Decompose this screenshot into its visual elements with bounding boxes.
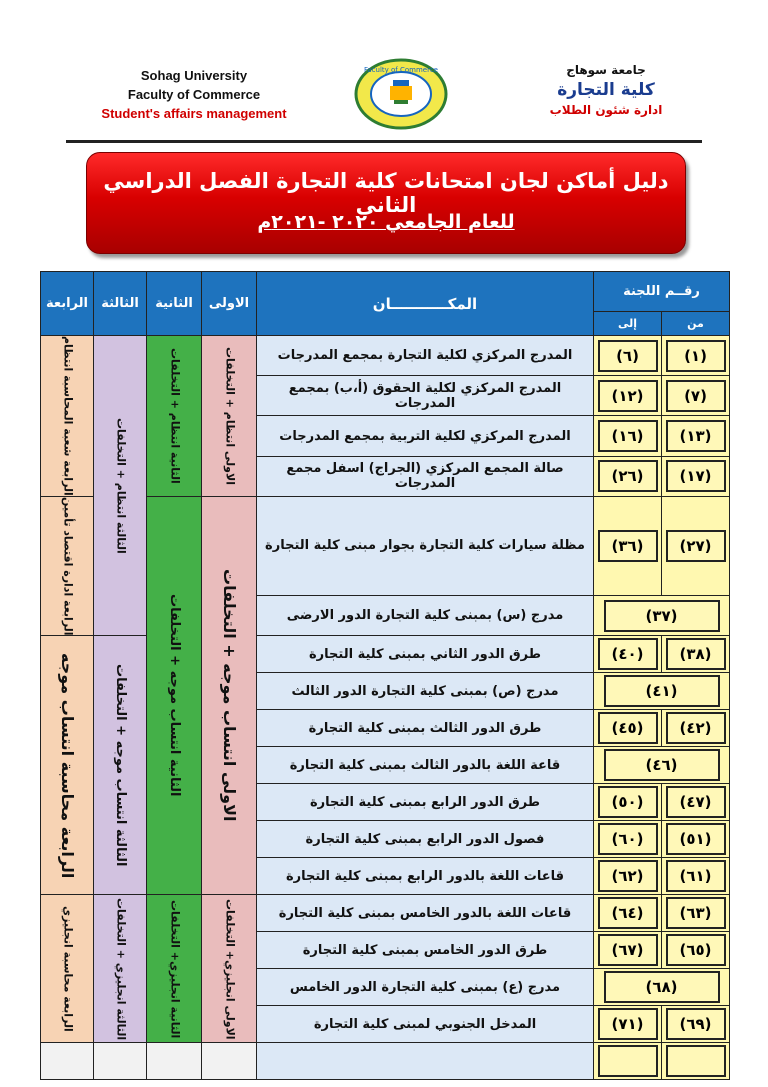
place-cell: المدرج المركزي لكلية الحقوق (أ،ب) بمجمع المدرجات bbox=[257, 376, 594, 416]
university-line: Sohag University bbox=[140, 68, 248, 83]
fourth-year-block-2: الرابعة ادارة اقتصاد تأمين bbox=[41, 496, 94, 636]
header-to: إلى bbox=[594, 312, 662, 336]
first-year-block-2: الاولى انتساب موجه + التخلفات bbox=[202, 496, 257, 895]
to-cell: (٦٢) bbox=[594, 858, 662, 895]
second-year-block-3: الثانية انجليزي+ التخلفات bbox=[147, 895, 202, 1043]
to-cell: (٤٠) bbox=[594, 636, 662, 673]
first-year-block-1: الاولى انتظام + التخلفات bbox=[202, 336, 257, 497]
from-cell: (٥١) bbox=[662, 821, 730, 858]
arabic-department-line: ادارة شئون الطلاب bbox=[549, 103, 663, 117]
place-cell: مدرج (س) بمبنى كلية التجارة الدور الارضى bbox=[257, 595, 594, 636]
place-cell bbox=[257, 1043, 594, 1080]
header-from: من bbox=[662, 312, 730, 336]
place-cell: قاعة اللغة بالدور الثالث بمبنى كلية التجارة bbox=[257, 747, 594, 784]
banner-title: دليل أماكن لجان امتحانات كلية التجارة الفصل الدراسي الثانى bbox=[103, 169, 669, 217]
to-cell: (٦٠) bbox=[594, 821, 662, 858]
from-cell: (٦١) bbox=[662, 858, 730, 895]
faculty-logo bbox=[354, 58, 448, 130]
from-cell: (٢٧) bbox=[662, 496, 730, 595]
place-cell: صالة المجمع المركزي (الجراج) اسفل مجمع المدرجات bbox=[257, 456, 594, 496]
place-cell: فصول الدور الرابع بمبنى كلية التجارة bbox=[257, 821, 594, 858]
empty-cell bbox=[202, 1043, 257, 1080]
third-year-block-2: الثالثة انتساب موجه + التخلفات bbox=[94, 636, 147, 895]
from-cell: (٤٢) bbox=[662, 710, 730, 747]
logo-text: Faculty of Commerce bbox=[364, 66, 438, 74]
header-committee-number: رقــم اللجنة bbox=[594, 272, 730, 312]
to-cell: (٣٦) bbox=[594, 496, 662, 595]
empty-cell bbox=[41, 1043, 94, 1080]
place-cell: طرق الدور الخامس بمبنى كلية التجارة bbox=[257, 932, 594, 969]
to-cell: (٦٧) bbox=[594, 932, 662, 969]
second-year-block-1: الثانية انتظام + التخلفات bbox=[147, 336, 202, 497]
arabic-university-line: جامعة سوهاج bbox=[566, 63, 646, 77]
place-cell: طرق الدور الثاني بمبنى كلية التجارة bbox=[257, 636, 594, 673]
to-cell: (١٢) bbox=[594, 376, 662, 416]
from-cell: (١٧) bbox=[662, 456, 730, 496]
empty-cell bbox=[94, 1043, 147, 1080]
place-cell: مظلة سيارات كلية التجارة بجوار مبنى كلية التجارة bbox=[257, 496, 594, 595]
single-committee-cell: (٤١) bbox=[594, 673, 730, 710]
single-committee-cell: (٤٦) bbox=[594, 747, 730, 784]
department-line: Student's affairs management bbox=[101, 106, 287, 121]
to-cell bbox=[594, 1043, 662, 1080]
to-cell: (٦٤) bbox=[594, 895, 662, 932]
header-second-year: الثانية bbox=[147, 272, 202, 336]
place-cell: قاعات اللغة بالدور الرابع بمبنى كلية التجارة bbox=[257, 858, 594, 895]
fourth-year-block-4: الرابعة محاسبة انجليزي bbox=[41, 895, 94, 1043]
place-cell: المدرج المركزي لكلية التجارة بمجمع المدرجات bbox=[257, 336, 594, 376]
to-cell: (٤٥) bbox=[594, 710, 662, 747]
place-cell: طرق الدور الرابع بمبنى كلية التجارة bbox=[257, 784, 594, 821]
fourth-year-block-3: الرابعة محاسبة انتساب موجه bbox=[41, 636, 94, 895]
title-banner bbox=[86, 152, 686, 254]
place-cell: مدرج (ع) بمبنى كلية التجارة الدور الخامس bbox=[257, 969, 594, 1006]
empty-cell bbox=[147, 1043, 202, 1080]
from-cell bbox=[662, 1043, 730, 1080]
to-cell: (٥٠) bbox=[594, 784, 662, 821]
header-first-year: الاولى bbox=[202, 272, 257, 336]
place-cell: قاعات اللغة بالدور الخامس بمبنى كلية التجارة bbox=[257, 895, 594, 932]
from-cell: (٧) bbox=[662, 376, 730, 416]
from-cell: (١) bbox=[662, 336, 730, 376]
place-cell: طرق الدور الثالث بمبنى كلية التجارة bbox=[257, 710, 594, 747]
to-cell: (٧١) bbox=[594, 1006, 662, 1043]
single-committee-cell: (٦٨) bbox=[594, 969, 730, 1006]
from-cell: (٤٧) bbox=[662, 784, 730, 821]
place-cell: المدخل الجنوبي لمبنى كلية التجارة bbox=[257, 1006, 594, 1043]
second-year-block-2: الثانية انتساب موجه + التخلفات bbox=[147, 496, 202, 895]
from-cell: (١٣) bbox=[662, 416, 730, 456]
first-year-block-3: الاولى انجليزي+ التخلفات bbox=[202, 895, 257, 1043]
third-year-block-1: الثالثة انتظام + التخلفات bbox=[94, 336, 147, 636]
fourth-year-block-1: الرابعة شعبة المحاسبة انتظام bbox=[41, 336, 94, 497]
header-fourth-year: الرابعة bbox=[41, 272, 94, 336]
faculty-line: Faculty of Commerce bbox=[127, 87, 261, 102]
header-third-year: الثالثة bbox=[94, 272, 147, 336]
single-committee-cell: (٣٧) bbox=[594, 595, 730, 636]
banner-subtitle: للعام الجامعي ٢٠٢٠ -٢٠٢١م bbox=[257, 211, 515, 233]
header-divider bbox=[66, 140, 702, 143]
to-cell: (٦) bbox=[594, 336, 662, 376]
from-cell: (٦٥) bbox=[662, 932, 730, 969]
from-cell: (٦٩) bbox=[662, 1006, 730, 1043]
arabic-faculty-line: كلية التجارة bbox=[557, 80, 655, 100]
university-name-arabic bbox=[548, 62, 664, 118]
to-cell: (٢٦) bbox=[594, 456, 662, 496]
place-cell: مدرج (ص) بمبنى كلية التجارة الدور الثالث bbox=[257, 673, 594, 710]
to-cell: (١٦) bbox=[594, 416, 662, 456]
exam-committees-table bbox=[40, 271, 730, 1080]
university-name-english bbox=[84, 66, 304, 123]
from-cell: (٦٣) bbox=[662, 895, 730, 932]
place-cell: المدرج المركزي لكلية التربية بمجمع المدرجات bbox=[257, 416, 594, 456]
from-cell: (٣٨) bbox=[662, 636, 730, 673]
header-place: المكـــــــــــان bbox=[257, 272, 594, 336]
third-year-block-3: الثالثة انجليزي + التخلفات bbox=[94, 895, 147, 1043]
